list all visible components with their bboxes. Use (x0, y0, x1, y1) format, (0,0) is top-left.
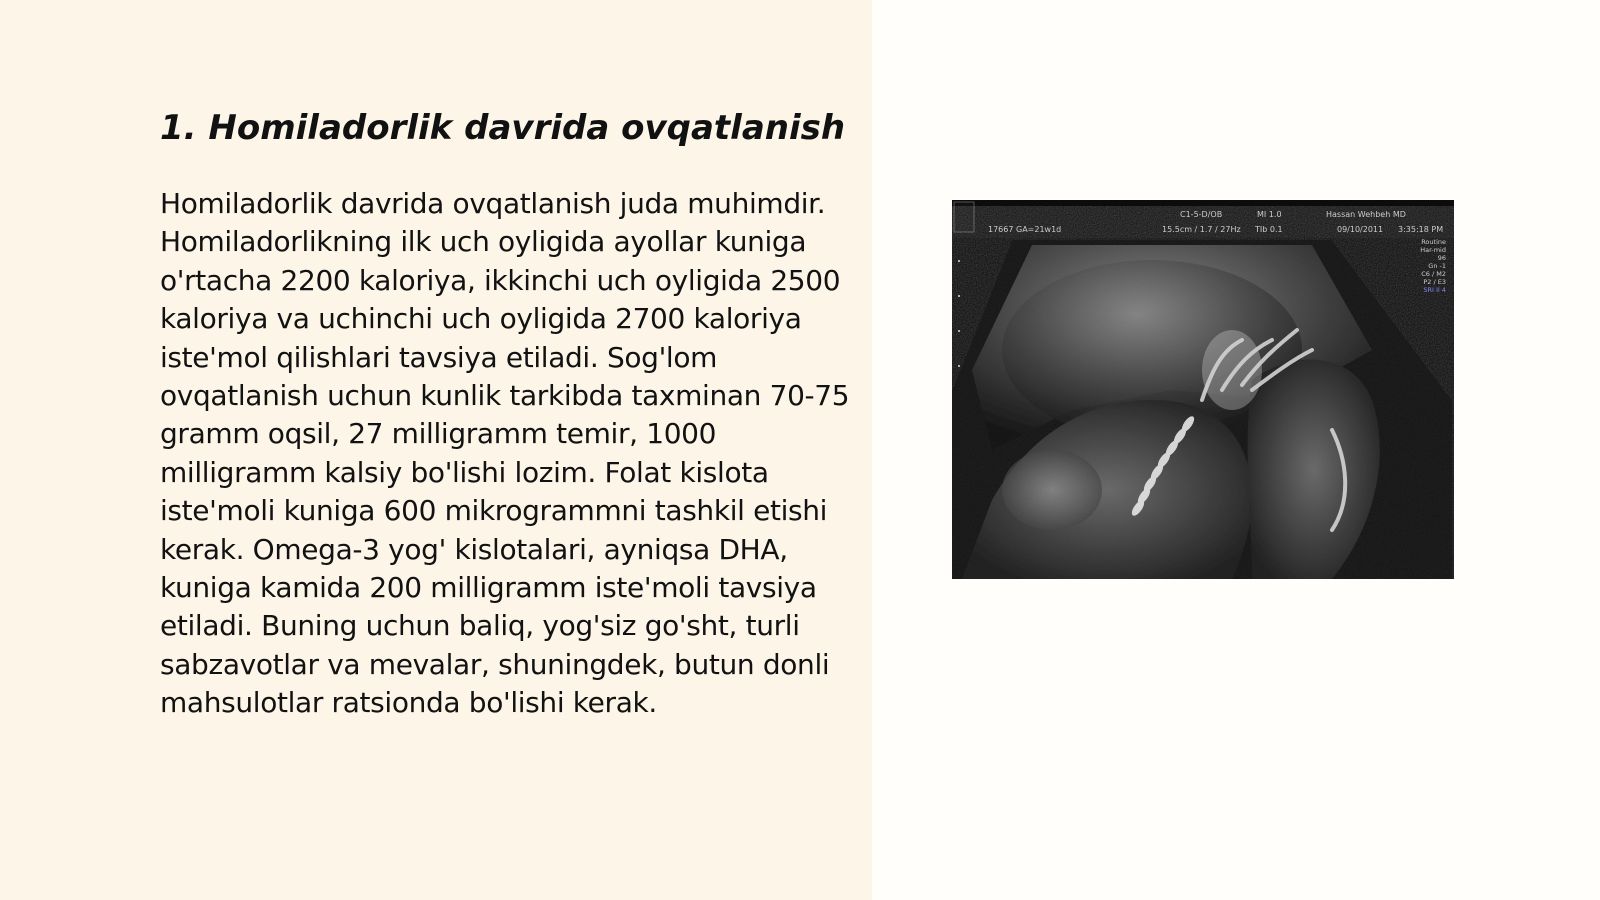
logo-icon (954, 202, 974, 232)
side-label: P2 / E3 (1423, 278, 1446, 286)
ultrasound-scan (952, 200, 1454, 579)
side-label: Har-mid (1420, 246, 1446, 254)
side-label: C6 / M2 (1421, 270, 1446, 278)
date-label: 09/10/2011 (1337, 225, 1384, 234)
ultrasound-image (952, 200, 1454, 579)
patient-id-label: 17667 GA=21w1d (988, 225, 1062, 234)
side-label: Routine (1421, 238, 1446, 246)
side-label: SRI II 4 (1423, 286, 1446, 294)
slide-title: 1. Homiladorlik davrida ovqatlanish (160, 108, 846, 148)
side-label: Gn -1 (1428, 262, 1446, 270)
doctor-label: Hassan Wehbeh MD (1326, 210, 1406, 219)
time-label: 3:35:18 PM (1398, 225, 1444, 234)
side-label: 96 (1437, 254, 1446, 262)
depth-label: 15.5cm / 1.7 / 27Hz (1162, 225, 1241, 234)
mi-label: MI 1.0 (1257, 210, 1282, 219)
probe-label: C1-5-D/OB (1180, 210, 1223, 219)
slide-body-text: Homiladorlik davrida ovqatlanish juda muhimdir. Homiladorlikning ilk uch oyligida ayollar kuniga o'rtacha 2200 kaloriya, ikkinchi uch oyligida 2500 kaloriya va uchinchi uch oyligida 2700 kaloriya iste'mol qilishlari tavsiya etiladi. Sog'lom ovqatlanish uchun kunlik tarkibda taxminan 70-75 gramm oqsil, 27 milligramm temir, 1000 milligramm kalsiy bo'lishi lozim. Folat kislota iste'moli kuniga 600 mikrogrammni tashkil etishi kerak. Omega-3 yog' kislotalari, ayniqsa DHA, kuniga kamida 200 milligramm iste'moli tavsiya etiladi. Buning uchun baliq, yog'siz go'sht, turli sabzavotlar va mevalar, shuningdek, butun donli mahsulotlar ratsionda bo'lishi kerak. (160, 187, 850, 720)
tib-label: TIb 0.1 (1255, 225, 1283, 234)
